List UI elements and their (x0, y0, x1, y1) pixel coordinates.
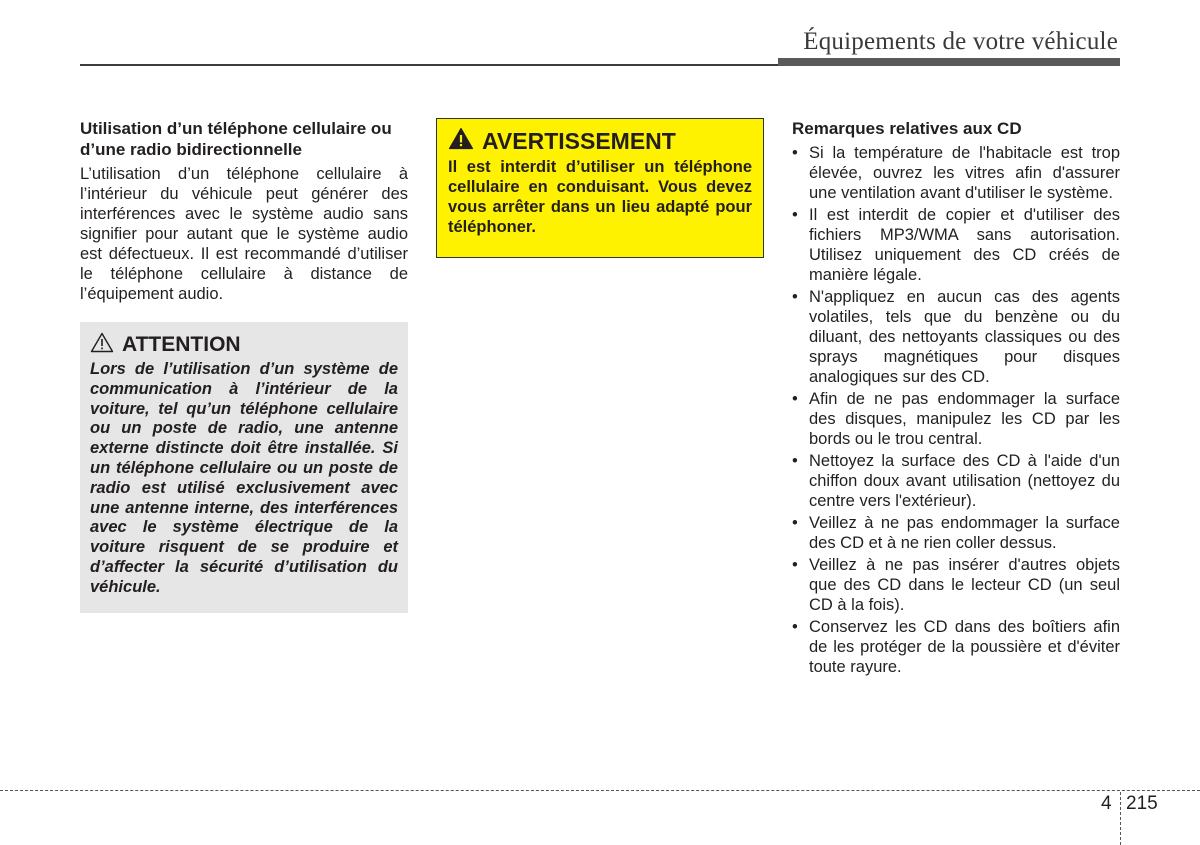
section-paragraph-phone: L’utilisation d’un téléphone cellulaire à l’intérieur du véhicule peut générer des interférences avec le système audio sans signifier pour autant que le système audio est défectueux. Il est recommandé d’utiliser le téléphone cellulaire à distance de l’équipement audio. (80, 165, 408, 303)
warning-title: AVERTISSEMENT (482, 128, 676, 154)
list-item-text: Veillez à ne pas insérer d'autres objets que des CD dans le lecteur CD (un seul CD à la fois). (809, 556, 1120, 614)
left-column (80, 118, 408, 613)
bullet-icon: • (792, 144, 798, 162)
list-item-text: N'appliquez en aucun cas des agents volatiles, tels que du benzène ou du diluant, des nettoyants classiques ou des sprays magnétiques pour disques analogiques sur des CD. (809, 288, 1120, 386)
cd-remarks-list (792, 143, 1120, 677)
footer-dashed-rule (0, 790, 1200, 791)
list-item-text: Afin de ne pas endommager la surface des disques, manipulez les CD par les bords ou le trou central. (809, 390, 1120, 448)
bullet-icon: • (792, 390, 798, 408)
page-number: 215 (1126, 793, 1158, 814)
header-rule-accent (778, 58, 1120, 66)
footer-dashed-divider (1120, 792, 1121, 845)
list-item (792, 617, 1120, 677)
list-item (792, 451, 1120, 511)
caution-text: Lors de l’utilisation d’un système de communication à l’intérieur de la voiture, tel qu’un téléphone cellulaire ou un poste de radio, une antenne externe distincte doit être installée. Si un téléphone cellulaire ou un poste de radio est utilisé exclusivement avec une antenne interne, des interférences avec le système électrique de la voiture risquent de se produire et d’affecter la sécurité d’utilisation du véhicule. (90, 360, 398, 596)
bullet-icon: • (792, 514, 798, 532)
bullet-icon: • (792, 556, 798, 574)
page-header-title: Équipements de votre véhicule (803, 28, 1118, 55)
list-item-text: Si la température de l'habitacle est trop élevée, ouvrez les vitres afin d'assurer une ventilation avant d'utiliser le système. (809, 144, 1120, 202)
list-item-text: Veillez à ne pas endommager la surface des CD et à ne rien coller dessus. (809, 514, 1120, 552)
caution-triangle-icon (90, 332, 114, 358)
list-item (792, 143, 1120, 203)
bullet-icon: • (792, 288, 798, 306)
warning-box (436, 118, 764, 258)
middle-column (436, 118, 764, 258)
bullet-icon: • (792, 452, 798, 470)
list-item (792, 555, 1120, 615)
list-item (792, 513, 1120, 553)
list-item-text: Il est interdit de copier et d'utiliser des fichiers MP3/WMA sans autorisation. Utilisez uniquement des CD créés de manière légale. (809, 206, 1120, 284)
caution-header (90, 332, 398, 358)
chapter-number: 4 (1101, 793, 1112, 814)
warning-header (448, 127, 752, 155)
section-heading-cd: Remarques relatives aux CD (792, 119, 1022, 138)
list-item (792, 287, 1120, 387)
bullet-icon: • (792, 618, 798, 636)
warning-triangle-icon (448, 127, 474, 155)
warning-text: Il est interdit d’utiliser un téléphone cellulaire en conduisant. Vous devez vous arrêter dans un lieu adapté pour téléphoner. (448, 158, 752, 236)
right-column (792, 118, 1120, 679)
caution-box (80, 322, 408, 613)
section-heading-phone: Utilisation d’un téléphone cellulaire ou d’une radio bidirectionnelle (80, 119, 392, 159)
list-item-text: Nettoyez la surface des CD à l'aide d'un chiffon doux avant utilisation (nettoyez du centre vers l'extérieur). (809, 452, 1120, 510)
header-rule (80, 64, 780, 66)
caution-title: ATTENTION (122, 333, 241, 356)
bullet-icon: • (792, 206, 798, 224)
list-item (792, 389, 1120, 449)
list-item-text: Conservez les CD dans des boîtiers afin de les protéger de la poussière et d'éviter toute rayure. (809, 618, 1120, 676)
list-item (792, 205, 1120, 285)
